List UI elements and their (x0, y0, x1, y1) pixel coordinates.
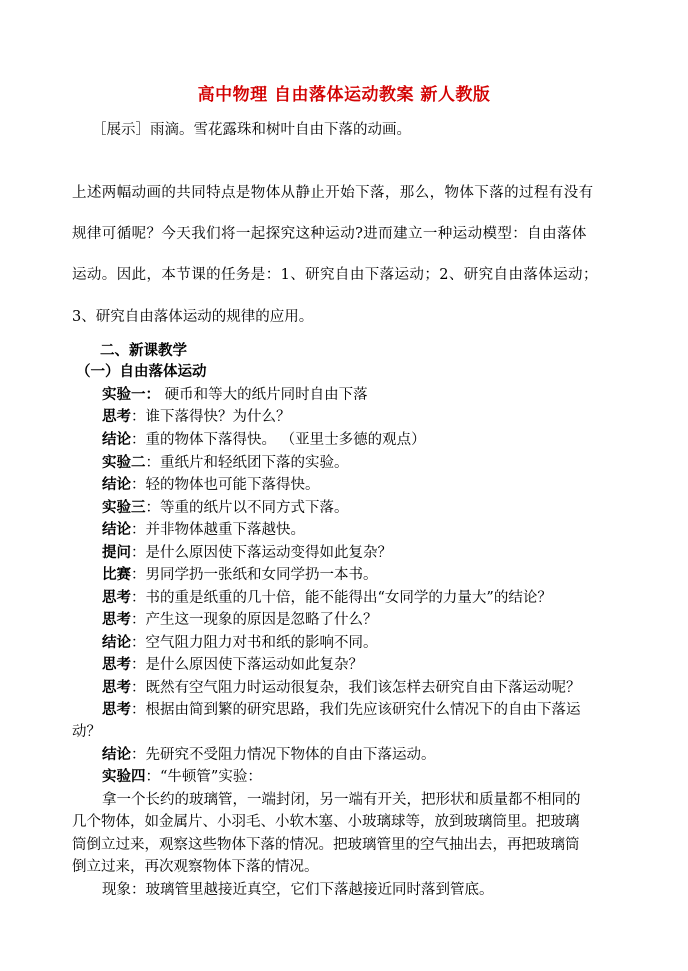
lesson-line (102, 473, 628, 494)
line-label: 提问 (102, 544, 131, 561)
lesson-line (102, 676, 628, 697)
lesson-line (102, 653, 628, 674)
line-text: ：先研究不受阻力情况下物体的自由下落运动。 (131, 747, 436, 763)
line-label: 思考 (102, 701, 131, 718)
phenomenon-line: 现象：玻璃管里越接近真空，它们下落越接近同时落到管底。 (102, 882, 494, 898)
intro-para-line-1: 上述两幅动画的共同特点是物体从静止开始下落，那么，物体下落的过程有没有 (72, 185, 594, 201)
para2-line-2: 几个物体，如金属片、小羽毛、小软木塞、小玻璃球等，放到玻璃筒里。把玻璃 (72, 814, 580, 830)
intro-para-line-2: 规律可循呢？今天我们将一起探究这种运动?进而建立一种运动模型：自由落体 (72, 226, 587, 242)
para2-line-4: 倒立过来，再次观察物体下落的情况。 (72, 859, 319, 875)
line-text: ：是什么原因使下落运动变得如此复杂？ (131, 545, 392, 561)
line-label: 结论 (102, 521, 131, 538)
lesson-line (102, 541, 628, 562)
line-label: 思考 (102, 589, 131, 606)
section-heading: 二、新课教学 (100, 342, 187, 359)
lesson-line (102, 698, 628, 719)
subsection-heading: （一）自由落体运动 (76, 363, 207, 380)
intro-para-line-3: 运动。因此，本节课的任务是：1、研究自由下落运动；2、研究自由落体运动； (72, 267, 598, 283)
line-label: 结论 (102, 476, 131, 493)
line-text: ：既然有空气阻力时运动很复杂，我们该怎样去研究自由下落运动呢？ (131, 680, 581, 696)
lesson-line (102, 451, 628, 472)
line-label: 思考 (102, 679, 131, 696)
lesson-line (102, 383, 628, 404)
line-text: ：根据由简到繁的研究思路，我们先应该研究什么情况下的自由下落运 (131, 702, 581, 718)
experiment-four-line (102, 765, 628, 786)
line-text: ：谁下落得快？为什么？ (131, 409, 291, 425)
line-label: 思考 (102, 611, 131, 628)
para2-line-1: 拿一个长约的玻璃管，一端封闭，另一端有开关，把形状和质量都不相同的 (102, 792, 581, 808)
line-text: ：男同学扔一张纸和女同学扔一本书。 (131, 567, 378, 583)
line-text: ：空气阻力阻力对书和纸的影响不同。 (131, 635, 378, 651)
line-label: 实验四 (102, 768, 146, 785)
line-text: ：产生这一现象的原因是忽略了什么？ (131, 612, 378, 628)
document-title: 高中物理 自由落体运动教案 新人教版 (197, 85, 491, 105)
line-text: ：重纸片和轻纸团下落的实验。 (145, 455, 349, 471)
line-label: 思考 (102, 408, 131, 425)
line-text: ：重的物体下落得快。 （亚里士多德的观点） (131, 432, 426, 448)
show-line: ［展示］雨滴。雪花露珠和树叶自由下落的动画。 (92, 122, 411, 138)
continuation-line: 动？ (72, 724, 101, 740)
line-text: ：并非物体越重下落越快。 (131, 522, 305, 538)
lesson-line (102, 496, 628, 517)
lesson-line (102, 428, 628, 449)
line-text: ：轻的物体也可能下落得快。 (131, 477, 320, 493)
lesson-line (102, 631, 628, 652)
lesson-line (102, 586, 628, 607)
para2-line-3: 筒倒立过来，观察这些物体下落的情况。把玻璃管里的空气抽出去，再把玻璃筒 (72, 837, 580, 853)
line-text: ：“牛顿管”实验： (145, 769, 262, 785)
line-label: 实验二 (102, 454, 146, 471)
line-label: 思考 (102, 656, 131, 673)
lesson-line (102, 563, 628, 584)
line-label: 结论 (102, 431, 131, 448)
line-label: 结论 (102, 634, 131, 651)
conclusion-line (102, 743, 628, 764)
line-label: 比赛 (102, 566, 131, 583)
lesson-line (102, 608, 628, 629)
intro-para-line-4: 3、研究自由落体运动的规律的应用。 (72, 309, 314, 325)
lesson-line (102, 518, 628, 539)
line-text: 硬币和等大的纸片同时自由下落 (160, 387, 368, 403)
line-label: 实验三 (102, 499, 146, 516)
line-text: ：等重的纸片以不同方式下落。 (145, 500, 349, 516)
lesson-line (102, 405, 628, 426)
line-label: 结论 (102, 746, 131, 763)
line-text: ：是什么原因使下落运动如此复杂？ (131, 657, 363, 673)
line-label: 实验一： (102, 386, 160, 403)
line-text: ：书的重是纸重的几十倍，能不能得出“女同学的力量大”的结论？ (131, 590, 552, 606)
